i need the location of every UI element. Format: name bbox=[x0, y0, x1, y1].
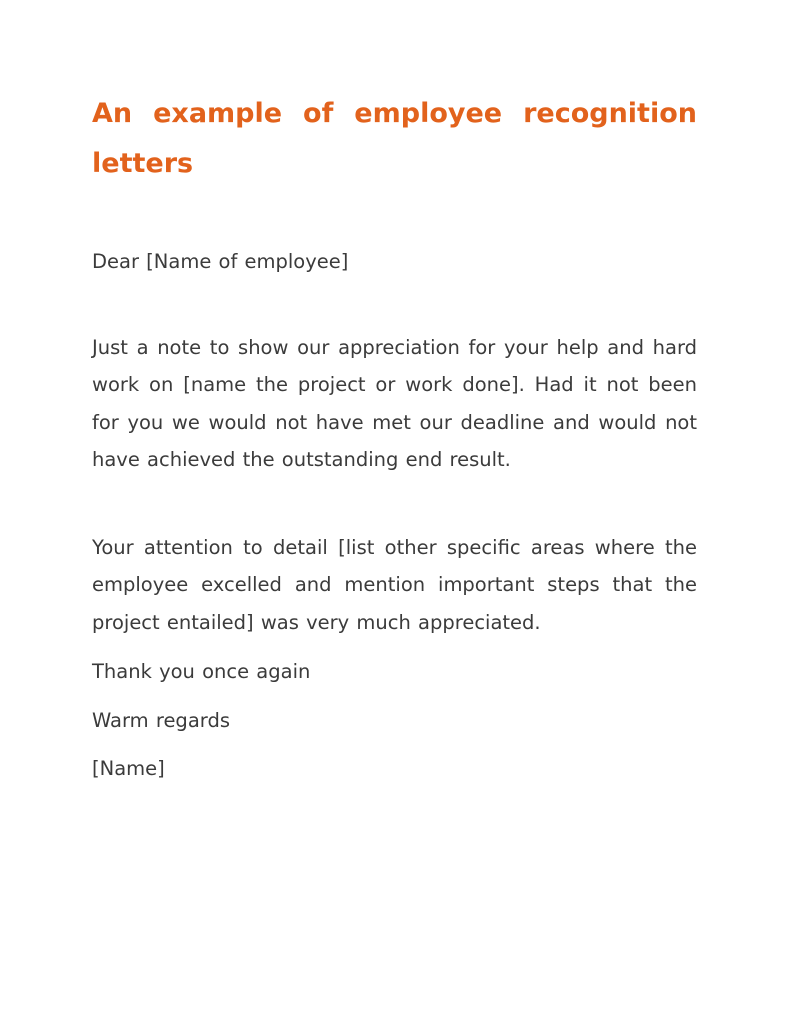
signature-name-placeholder: [Name] bbox=[92, 757, 165, 780]
body-paragraph-1: Just a note to show our appreciation for your help and hard work on [name the project or work done]. Had it not been for you we would not have met our deadline and would not have achieved the outstanding end result. bbox=[92, 335, 697, 471]
body-paragraph-2: Your attention to detail [list other specific areas where the employee excelled and mention important steps that the project entailed] was very much appreciated. bbox=[92, 535, 697, 634]
page-title bbox=[92, 89, 697, 189]
salutation-line: Dear [Name of employee] bbox=[92, 250, 349, 273]
closing-thanks-line: Thank you once again bbox=[92, 660, 311, 683]
closing-signoff-line: Warm regards bbox=[92, 708, 230, 732]
page-title-line-2: letters bbox=[92, 148, 194, 179]
page-title-line-1: An example of employee recognition bbox=[92, 98, 697, 129]
